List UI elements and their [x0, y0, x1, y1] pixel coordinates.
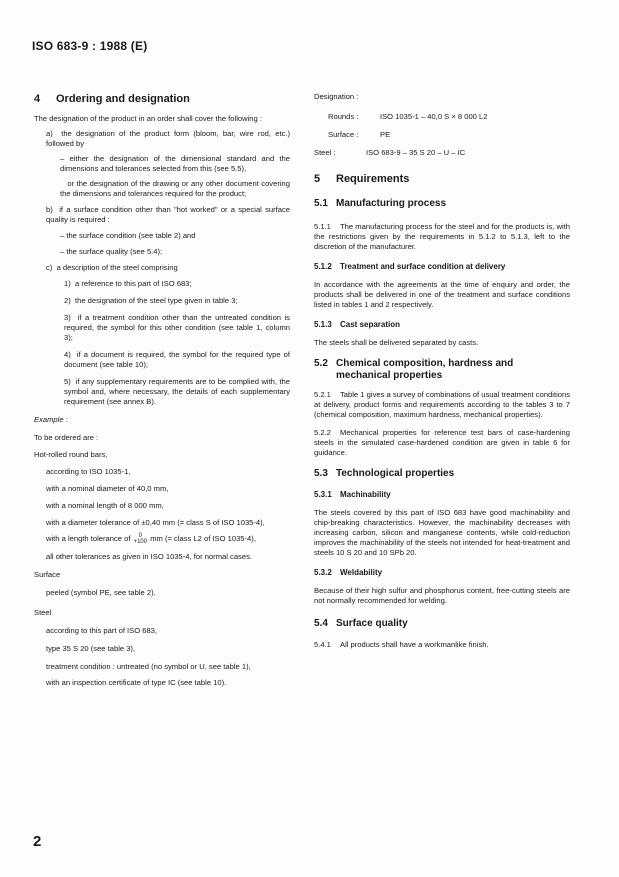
to-be-ordered: To be ordered are :	[34, 433, 99, 442]
designation-key: Steel :	[314, 148, 336, 157]
designation-key: Surface :	[328, 130, 359, 139]
other-tolerances: all other tolerances as given in ISO 1035-4, for normal cases.	[46, 552, 252, 561]
length-tolerance	[34, 533, 290, 545]
steel-type: type 35 S 20 (see table 3),	[46, 644, 136, 653]
upper-limit: 0	[138, 533, 142, 539]
section-title: Requirements	[336, 173, 410, 185]
peeled: peeled (symbol PE, see table 2).	[46, 588, 156, 597]
length-tolerance-prefix: with a length tolerance of	[46, 534, 131, 543]
section-number: 5.1.3	[314, 320, 332, 329]
item-text: or the designation of the drawing or any other document covering the dimensions and tolerances required for the product;	[60, 179, 290, 198]
item-b-dash-2: – the surface quality (see 5.4);	[60, 247, 163, 256]
clause-number: 5.2.1	[314, 390, 331, 399]
section-5-1-3-heading	[314, 320, 570, 330]
section-number: 4	[34, 93, 41, 105]
item-text: the designation of the steel type given in table 3;	[75, 296, 238, 305]
item-label: a)	[46, 129, 53, 138]
section-number: 5.2	[314, 358, 328, 369]
item-a-or	[34, 179, 290, 199]
lower-limit: +100	[133, 539, 148, 545]
item-c1	[34, 279, 290, 289]
item-c2	[34, 296, 290, 306]
item-label: 4)	[64, 350, 71, 359]
item-label: 5)	[64, 377, 71, 386]
item-b	[34, 205, 290, 225]
length-tolerance-suffix: mm (= class L2 of ISO 1035-4),	[150, 534, 256, 543]
section-number: 5.1.2	[314, 262, 332, 271]
designation-key: Rounds :	[328, 112, 359, 121]
clause-text: Table 1 gives a survey of combinations of usual treatment conditions at delivery, product forms and requirements according to the tables 3 to 7 (chemical composition, maximum hardness, mechanical properties).	[314, 390, 570, 419]
example-label: Example :	[34, 415, 68, 424]
item-a-dash-1: – either the designation of the dimensional standard and the dimensions and tolerances selected from this (see 5.5),	[60, 154, 290, 173]
item-text: if a surface condition other than "hot worked" or a special surface quality is required :	[46, 205, 290, 224]
page-number: 2	[33, 833, 42, 850]
item-a	[34, 129, 290, 149]
section-5-1-3-text: The steels shall be delivered separated by casts.	[314, 338, 479, 347]
item-text: if a document is required, the symbol for the required type of document (see table 10);	[64, 350, 290, 369]
nominal-length: with a nominal length of 8 000 mm,	[46, 501, 164, 510]
section-5-1-2-text: In accordance with the agreements at the time of enquiry and order, the products shall be delivered in one of the treatment and surface conditions listed in tables 1 and 2 respectively.	[314, 280, 570, 309]
section-title: Chemical composition, hardness and mechanical properties	[336, 358, 514, 381]
item-label: c)	[46, 263, 53, 272]
section-title: Technological properties	[336, 468, 455, 479]
clause-number: 5.1.1	[314, 222, 331, 231]
inspection-certificate: with an inspection certificate of type IC (see table 10).	[46, 678, 227, 687]
item-label: b)	[46, 205, 53, 214]
section-5-4-1	[314, 640, 570, 650]
designation-label: Designation :	[314, 92, 359, 101]
section-5-3-heading	[314, 468, 570, 480]
section-5-2-2	[314, 428, 570, 458]
clause-text: The manufacturing process for the steel and for the products is, with the restrictions given by the requirements in 5.1.2 to 5.1.3, left to the discretion of the manufacturer.	[314, 222, 570, 251]
section-5-3-1-text: The steels covered by this part of ISO 683 have good machinability and chip-breaking characteristics. However, the machinability decreases with increasing carbon, silicon and manganese contents, while cold-reduction improves the machinability of the steels not intended for heat-treatment and steels 10 S 20 and 10 SPb 20.	[314, 508, 570, 557]
section-5-1-1	[314, 222, 570, 252]
section-title: Machinability	[340, 490, 391, 499]
clause-number: 5.2.2	[314, 428, 331, 437]
designation-surface	[314, 130, 570, 140]
section-number: 5	[314, 173, 321, 185]
section-5-heading	[314, 172, 570, 186]
designation-value: PE	[380, 130, 391, 139]
designation-value: ISO 1035-1 – 40,0 S × 8 000 L2	[380, 112, 488, 121]
item-c	[34, 263, 290, 273]
item-c5	[34, 377, 290, 407]
hot-rolled-bars: Hot-rolled round bars,	[34, 450, 108, 459]
section-5-3-1-heading	[314, 490, 570, 500]
intro-paragraph: The designation of the product in an order shall cover the following :	[34, 114, 262, 123]
section-title: Weldability	[340, 568, 383, 577]
surface-heading: Surface	[34, 570, 61, 579]
section-4-heading	[34, 92, 290, 106]
section-title: Cast separation	[340, 320, 401, 329]
section-5-2-heading	[314, 358, 570, 382]
item-c3	[34, 313, 290, 343]
section-number: 5.1	[314, 198, 328, 209]
section-5-1-2-heading	[314, 262, 570, 272]
section-title: Manufacturing process	[336, 198, 447, 209]
item-b-dash-1: – the surface condition (see table 2) and	[60, 231, 196, 240]
according-iso-1035: according to ISO 1035-1,	[46, 467, 131, 476]
item-text: the designation of the product form (bloom, bar, wire rod, etc.) followed by	[46, 129, 290, 148]
section-5-1-heading	[314, 198, 570, 210]
clause-number: 5.4.1	[314, 640, 331, 649]
designation-steel	[314, 148, 570, 158]
section-5-3-2-text: Because of their high sulfur and phosphorus content, free-cutting steels are not normally recommended for welding.	[314, 586, 570, 605]
tolerance-limits	[134, 533, 148, 545]
section-number: 5.4	[314, 618, 328, 629]
item-label: 3)	[64, 313, 71, 322]
section-number: 5.3	[314, 468, 328, 479]
section-number: 5.3.2	[314, 568, 332, 577]
item-text: if a treatment condition other than the untreated condition is required, the symbol for this other condition (see table 1, column 3);	[64, 313, 290, 342]
treatment-condition: treatment condition : untreated (no symbol or U, see table 1),	[46, 662, 251, 671]
item-c4	[34, 350, 290, 370]
left-column	[34, 92, 290, 688]
section-title: Surface quality	[336, 618, 408, 629]
item-text: if any supplementary requirements are to be complied with, the symbol and, where necessary, the details of each supplementary requirement (see annex B).	[64, 377, 290, 406]
item-text: a reference to this part of ISO 683;	[75, 279, 192, 288]
section-5-2-1	[314, 390, 570, 420]
diameter-tolerance: with a diameter tolerance of ±0,40 mm (= class S of ISO 1035-4),	[46, 518, 265, 527]
page-header: ISO 683-9 : 1988 (E)	[32, 39, 148, 53]
clause-text: All products shall have a workmanlike finish.	[340, 640, 489, 649]
item-label: 1)	[64, 279, 71, 288]
section-5-4-heading	[314, 618, 570, 630]
section-title: Ordering and designation	[56, 93, 190, 105]
section-number: 5.3.1	[314, 490, 332, 499]
nominal-diameter: with a nominal diameter of 40,0 mm,	[46, 484, 169, 493]
right-column	[314, 92, 570, 650]
clause-text: Mechanical properties for reference test bars of case-hardening steels in the simulated case-hardened condition are given in table 6 for guidance.	[314, 428, 570, 457]
item-label: 2)	[64, 296, 71, 305]
designation-value: ISO 683-9 – 35 S 20 – U – IC	[366, 148, 466, 157]
steel-according: according to this part of ISO 683,	[46, 626, 158, 635]
steel-heading: Steel	[34, 608, 52, 617]
section-5-3-2-heading	[314, 568, 570, 578]
designation-rounds	[314, 112, 570, 122]
section-title: Treatment and surface condition at delivery	[340, 262, 506, 271]
item-text: a description of the steel comprising	[56, 263, 178, 272]
